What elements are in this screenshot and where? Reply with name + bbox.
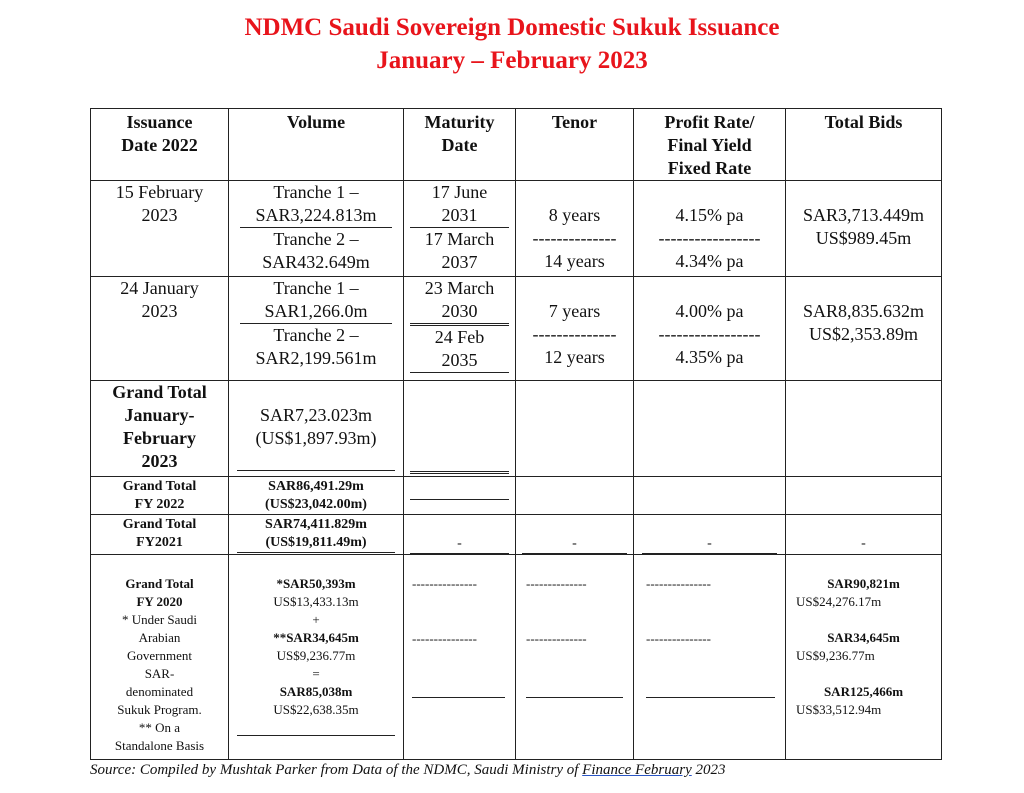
table-row	[91, 181, 942, 277]
header-issuance-date: Issuance Date 2022	[91, 109, 229, 181]
volume-cell: Tranche 1 – SAR1,266.0m Tranche 2 – SAR2,199.561m	[229, 277, 404, 381]
fy2021-label: Grand Total FY2021	[91, 515, 229, 555]
table-row	[91, 381, 942, 477]
table-row	[91, 555, 942, 760]
total-bids-cell: SAR3,713.449m US$989.45m	[786, 181, 942, 277]
profit-rate-cell: 4.00% pa ----------------- 4.35% pa	[634, 277, 786, 381]
fy2021-bids: -	[786, 515, 942, 555]
tenor-cell: 7 years -------------- 12 years	[516, 277, 634, 381]
fy2022-volume: SAR86,491.29m (US$23,042.00m)	[229, 477, 404, 515]
header-row	[91, 109, 942, 181]
fy2021-maturity: -	[404, 515, 516, 555]
empty-cell	[634, 477, 786, 515]
empty-cell	[516, 381, 634, 477]
maturity-cell: 23 March 2030 24 Feb 2035	[404, 277, 516, 381]
fy2020-maturity: --------------- ---------------	[404, 555, 516, 760]
title-line-1: NDMC Saudi Sovereign Domestic Sukuk Issuance	[244, 14, 780, 41]
source-link[interactable]: Finance February	[582, 762, 692, 778]
empty-cell	[516, 477, 634, 515]
fy2020-rate: --------------- ---------------	[634, 555, 786, 760]
sukuk-table	[90, 108, 942, 760]
maturity-cell: 17 June 2031 17 March 2037	[404, 181, 516, 277]
fy2020-tenor: -------------- --------------	[516, 555, 634, 760]
header-total-bids: Total Bids	[786, 109, 942, 181]
fy2020-label: Grand Total FY 2020 * Under Saudi Arabian Government SAR- denominated Sukuk Program. ** On a Standalone Basis	[91, 555, 229, 760]
grand-total-2023-volume: SAR7,23.023m (US$1,897.93m)	[229, 381, 404, 477]
empty-cell	[404, 381, 516, 477]
issuance-date-cell: 24 January 2023	[91, 277, 229, 381]
profit-rate-cell: 4.15% pa ----------------- 4.34% pa	[634, 181, 786, 277]
empty-cell	[404, 477, 516, 515]
fy2021-rate: -	[634, 515, 786, 555]
fy2022-label: Grand Total FY 2022	[91, 477, 229, 515]
empty-cell	[786, 381, 942, 477]
empty-cell	[786, 477, 942, 515]
fy2021-tenor: -	[516, 515, 634, 555]
fy2020-volume: *SAR50,393m US$13,433.13m + **SAR34,645m US$9,236.77m = SAR85,038m US$22,638.35m	[229, 555, 404, 760]
issuance-date-cell: 15 February 2023	[91, 181, 229, 277]
empty-cell	[634, 381, 786, 477]
fy2020-bids: SAR90,821m US$24,276.17m SAR34,645m US$9,236.77m SAR125,466m US$33,512.94m	[786, 555, 942, 760]
title-line-2: January – February 2023	[376, 47, 648, 74]
total-bids-cell: SAR8,835.632m US$2,353.89m	[786, 277, 942, 381]
tenor-cell: 8 years -------------- 14 years	[516, 181, 634, 277]
header-maturity: Maturity Date	[404, 109, 516, 181]
source-year: 2023	[691, 762, 726, 778]
table-row	[91, 515, 942, 555]
header-profit-rate: Profit Rate/ Final Yield Fixed Rate	[634, 109, 786, 181]
table-row	[91, 477, 942, 515]
fy2021-volume: SAR74,411.829m (US$19,811.49m)	[229, 515, 404, 555]
table-row	[91, 277, 942, 381]
source-note	[90, 760, 725, 780]
header-volume: Volume	[229, 109, 404, 181]
grand-total-2023-label: Grand Total January- February 2023	[91, 381, 229, 477]
volume-cell: Tranche 1 – SAR3,224.813m Tranche 2 – SAR432.649m	[229, 181, 404, 277]
header-tenor: Tenor	[516, 109, 634, 181]
source-text: Source: Compiled by Mushtak Parker from Data of the NDMC, Saudi Ministry of	[90, 762, 583, 778]
